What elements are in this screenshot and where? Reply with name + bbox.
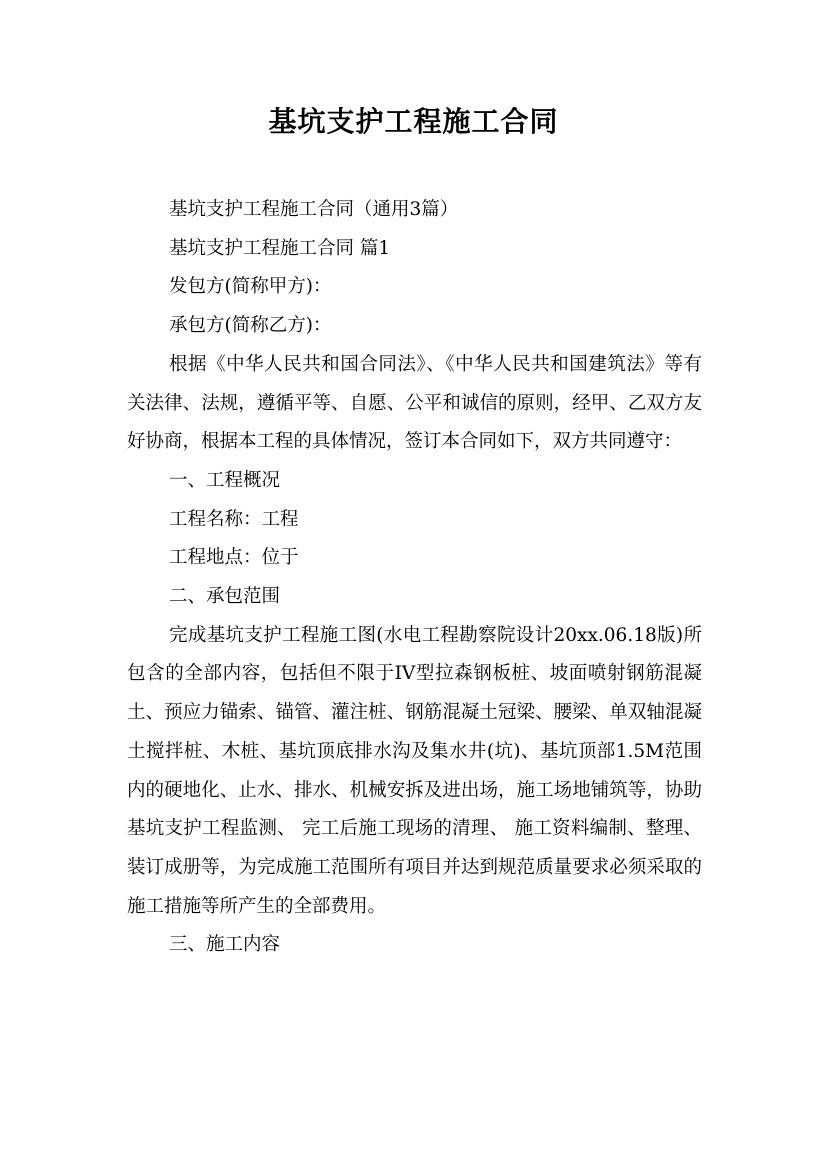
paragraph-project-location: 工程地点：位于 (169, 547, 299, 569)
paragraph-preamble: 根据《中华人民共和国合同法》、《中华人民共和国建筑法》等有关法律、法规，遵循平等、自愿、公平和诚信的原则，经甲、乙双方友好协商，根据本工程的具体情况，签订本合同如下，双方共同遵守： (127, 353, 702, 453)
paragraph-heading-content: 三、施工内容 (169, 934, 281, 956)
paragraph-party-a: 发包方(简称甲方)： (169, 276, 332, 298)
paragraph-scope-detail: 完成基坑支护工程施工图(水电工程勘察院设计20xx.06.18版)所包含的全部内容，包括但不限于IV型拉森钢板桩、坡面喷射钢筋混凝土、预应力锚索、锚管、灌注桩、钢筋混凝土冠梁、腰梁、单双轴混凝土搅拌桩、木桩、基坑顶底排水沟及集水井(坑)、基坑顶部1.5M范围内的硬地化、止水、排水、机械安拆及进出场，施工场地铺筑等，协助基坑支护工程监测、 完工后施工现场的清理、 施工资料编制、整理、装订成册等，为完成施工范围所有项目并达到规范质量要求必须采取的施工措施等所产生的全部费用。 (127, 624, 702, 917)
document-title: 基坑支护工程施工合同 (268, 105, 559, 138)
paragraph-section-title: 基坑支护工程施工合同 篇1 (169, 237, 391, 259)
paragraph-subtitle: 基坑支护工程施工合同（通用3篇） (169, 199, 459, 220)
paragraph-heading-overview: 一、工程概况 (169, 469, 281, 491)
paragraph-heading-scope: 二、承包范围 (169, 586, 281, 608)
document-body (127, 191, 702, 965)
paragraph-project-name: 工程名称：工程 (169, 508, 299, 530)
paragraph-party-b: 承包方(简称乙方)： (169, 315, 332, 337)
